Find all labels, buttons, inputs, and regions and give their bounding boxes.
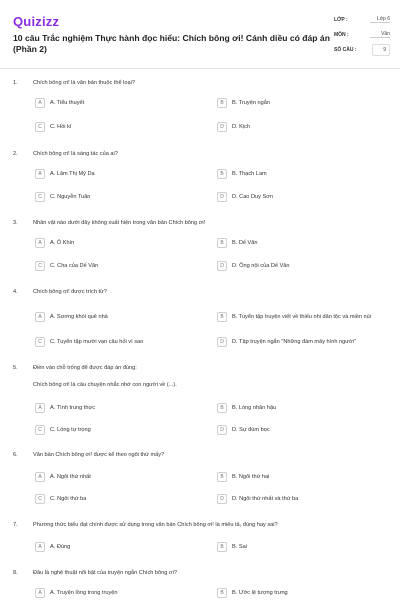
question-text: Đâu là nghệ thuật nổi bật của truyện ngắn Chích bông ơi? bbox=[33, 570, 177, 576]
option-text: D. Cao Duy Sơn bbox=[232, 193, 273, 200]
question-number: 1. bbox=[13, 80, 18, 86]
option-text: A. Ô Khín bbox=[50, 239, 75, 246]
meta-subject-label: MÔN : bbox=[334, 31, 349, 38]
option-a[interactable] bbox=[35, 471, 91, 483]
option-text: A. Sương khói quê nhà bbox=[50, 313, 108, 320]
option-c[interactable] bbox=[35, 191, 90, 203]
option-text: B. Ngôi thứ hai bbox=[232, 473, 270, 480]
option-text: A. Đúng bbox=[50, 543, 71, 550]
option-letter: D bbox=[217, 337, 227, 347]
question-text: Chích bông ơi! là văn bản thuộc thể loại? bbox=[33, 80, 135, 86]
option-a[interactable] bbox=[35, 168, 95, 180]
option-text: A. Ngôi thứ nhất bbox=[50, 473, 91, 480]
option-letter: C bbox=[35, 337, 45, 347]
option-b[interactable] bbox=[217, 587, 288, 599]
option-b[interactable] bbox=[217, 311, 390, 323]
question-number: 2. bbox=[13, 151, 18, 157]
option-a[interactable] bbox=[35, 97, 84, 109]
option-text: B. Truyện ngắn bbox=[232, 99, 270, 106]
question-text: Văn bản Chích bông ơi! được kể theo ngôi thứ mấy? bbox=[33, 452, 165, 458]
option-b[interactable] bbox=[217, 168, 267, 180]
option-c[interactable] bbox=[35, 424, 91, 436]
option-a[interactable] bbox=[35, 311, 108, 323]
question-text: Phương thức biểu đạt chính được sử dụng trong văn bản Chích bông ơi! là miêu tả, đúng hay sai? bbox=[33, 522, 278, 528]
option-d[interactable] bbox=[217, 493, 298, 505]
option-text: A. Truyện lồng trong truyện bbox=[50, 589, 118, 596]
option-letter: D bbox=[217, 192, 227, 202]
option-c[interactable] bbox=[35, 336, 143, 348]
option-d[interactable] bbox=[217, 121, 250, 133]
option-b[interactable] bbox=[217, 97, 270, 109]
question-number: 7. bbox=[13, 522, 18, 528]
option-text: C. Hồi kí bbox=[50, 123, 72, 130]
option-text: A. Tiểu thuyết bbox=[50, 99, 85, 106]
option-letter: B bbox=[217, 98, 227, 108]
page-title: 10 câu Trắc nghiệm Thực hành đọc hiểu: Chích bông ơi! Cánh diều có đáp án (Phần 2) bbox=[13, 33, 330, 54]
option-b[interactable] bbox=[217, 402, 276, 414]
meta-class-label: LỚP : bbox=[334, 16, 348, 23]
option-text: B. Thạch Lam bbox=[232, 170, 267, 177]
option-letter: B bbox=[217, 588, 227, 598]
option-c[interactable] bbox=[35, 121, 71, 133]
option-text: D. Tập truyện ngắn "Những đám mây hình người" bbox=[232, 338, 356, 345]
option-d[interactable] bbox=[217, 424, 270, 436]
option-d[interactable] bbox=[217, 191, 273, 203]
option-text: B. Tuyển tập truyện viết về thiếu nhi dân tộc và miền núi bbox=[232, 313, 371, 320]
option-text: B. Ước lệ tượng trưng bbox=[232, 589, 288, 596]
option-letter: D bbox=[217, 122, 227, 132]
option-d[interactable] bbox=[217, 336, 356, 348]
option-b[interactable] bbox=[217, 471, 269, 483]
option-a[interactable] bbox=[35, 402, 95, 414]
meta-class-value: Lớp 6 bbox=[370, 16, 390, 23]
option-letter: A bbox=[35, 588, 45, 598]
question-number: 6. bbox=[13, 452, 18, 458]
quizizz-logo: Quizizz bbox=[13, 14, 60, 29]
question-text: Nhân vật nào dưới đây không xuất hiện trong văn bản Chích bông ơi! bbox=[33, 220, 206, 226]
option-letter: A bbox=[35, 312, 45, 322]
question-number: 3. bbox=[13, 220, 18, 226]
option-letter: B bbox=[217, 169, 227, 179]
question-text: Chích bông ơi! được trích từ? bbox=[33, 289, 107, 295]
option-letter: B bbox=[217, 403, 227, 413]
question-number: 4. bbox=[13, 289, 18, 295]
option-c[interactable] bbox=[35, 493, 86, 505]
option-text: C. Ngôi thứ ba bbox=[50, 495, 87, 502]
option-b[interactable] bbox=[217, 237, 258, 249]
option-letter: A bbox=[35, 403, 45, 413]
option-text: B. Lòng nhân hậu bbox=[232, 404, 277, 411]
question-text: Chích bông ơi! là sáng tác của ai? bbox=[33, 151, 118, 157]
option-text: B. Sai bbox=[232, 543, 247, 550]
header-divider bbox=[0, 68, 400, 69]
meta-subject-value: Văn bbox=[370, 31, 390, 38]
option-letter: A bbox=[35, 238, 45, 248]
option-text: A. Tình trung thực bbox=[50, 404, 95, 411]
quiz-meta bbox=[334, 12, 390, 57]
option-letter: B bbox=[217, 542, 227, 552]
option-letter: A bbox=[35, 169, 45, 179]
option-letter: C bbox=[35, 192, 45, 202]
option-text: D. Ngôi thứ nhất và thứ ba bbox=[232, 495, 299, 502]
meta-class bbox=[334, 12, 390, 27]
option-a[interactable] bbox=[35, 587, 117, 599]
meta-count-value: 9 bbox=[372, 44, 390, 56]
question-subtext: Chích bông ơi! là câu chuyện nhắc nhớ con người về (...). bbox=[33, 382, 177, 388]
option-text: D. Sự đùm bọc bbox=[232, 426, 270, 433]
option-letter: C bbox=[35, 494, 45, 504]
meta-question-count bbox=[334, 42, 390, 57]
option-letter: A bbox=[35, 542, 45, 552]
question-text: Điền vào chỗ trống để được đáp án đúng: bbox=[33, 365, 137, 371]
option-text: C. Tuyển tập mười vạn câu hỏi vì sao bbox=[50, 338, 144, 345]
meta-subject bbox=[334, 27, 390, 42]
option-text: C. Nguyễn Tuân bbox=[50, 193, 91, 200]
option-c[interactable] bbox=[35, 260, 98, 272]
option-letter: A bbox=[35, 472, 45, 482]
option-letter: B bbox=[217, 472, 227, 482]
option-text: C. Lòng tự trọng bbox=[50, 426, 91, 433]
option-d[interactable] bbox=[217, 260, 290, 272]
option-b[interactable] bbox=[217, 541, 247, 553]
option-text: D. Kịch bbox=[232, 123, 251, 130]
option-letter: C bbox=[35, 425, 45, 435]
option-letter: C bbox=[35, 261, 45, 271]
option-text: A. Lâm Thị Mỹ Dạ bbox=[50, 170, 95, 177]
option-letter: C bbox=[35, 122, 45, 132]
meta-count-label: SỐ CÂU : bbox=[334, 46, 357, 53]
option-a[interactable] bbox=[35, 237, 74, 249]
option-letter: A bbox=[35, 98, 45, 108]
option-text: B. Dế Văn bbox=[232, 239, 258, 246]
option-text: D. Ông nội của Dế Văn bbox=[232, 262, 290, 269]
option-text: C. Cha của Dế Văn bbox=[50, 262, 99, 269]
option-letter: D bbox=[217, 494, 227, 504]
option-letter: D bbox=[217, 261, 227, 271]
option-letter: D bbox=[217, 425, 227, 435]
question-number: 5. bbox=[13, 365, 18, 371]
option-letter: B bbox=[217, 238, 227, 248]
option-letter: B bbox=[217, 312, 227, 322]
question-number: 8. bbox=[13, 570, 18, 576]
option-a[interactable] bbox=[35, 541, 70, 553]
